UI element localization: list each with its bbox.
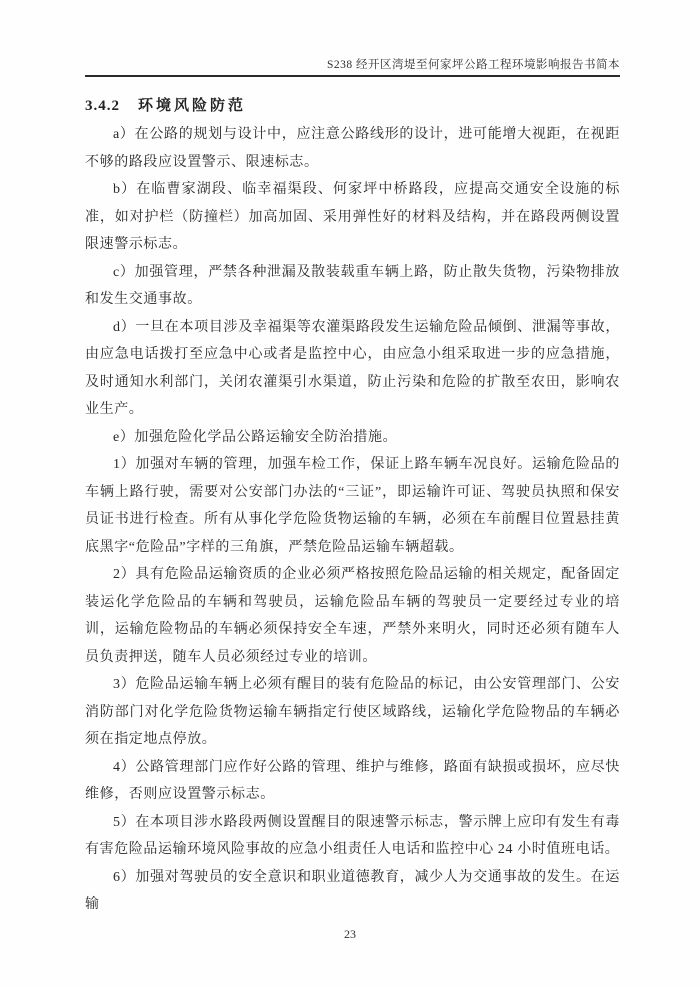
- paragraph-1: 1）加强对车辆的管理，加强车检工作，保证上路车辆车况良好。运输危险品的车辆上路行驶，需要对公安部门办法的“三证”，即运输许可证、驾驶员执照和保安员证书进行检查。所有从事化学危险货物运输的车辆，必须在车前醒目位置悬挂黄底黑字“危险品”字样的三角旗，严禁危险品运输车辆超载。: [85, 457, 620, 555]
- paragraph-5: 5）在本项目涉水路段两侧设置醒目的限速警示标志，警示牌上应印有发生有毒有害危险品运输环境风险事故的应急小组责任人电话和监控中心 24 小时值班电话。: [85, 814, 620, 857]
- section-title: 环境风险防范: [138, 98, 247, 114]
- page-number: 23: [344, 927, 356, 941]
- section-heading: [85, 94, 620, 115]
- body-text: [85, 121, 620, 919]
- paragraph-d: d）一旦在本项目涉及幸福渠等农灌渠路段发生运输危险品倾倒、泄漏等事故，由应急电话拨打至应急中心或者是监控中心，由应急小组采取进一步的应急措施，及时通知水利部门，关闭农灌渠引水渠道，防止污染和危险的扩散至农田，影响农业生产。: [85, 319, 620, 417]
- paragraph-a: a）在公路的规划与设计中，应注意公路线形的设计，进可能增大视距，在视距不够的路段应设置警示、限速标志。: [85, 127, 620, 170]
- paragraph-c: c）加强管理，严禁各种泄漏及散装载重车辆上路，防止散失货物，污染物排放和发生交通事故。: [85, 264, 620, 307]
- paragraph-6: 6）加强对驾驶员的安全意识和职业道德教育，减少人为交通事故的发生。在运输: [85, 869, 620, 912]
- paragraph-4: 4）公路管理部门应作好公路的管理、维护与维修，路面有缺损或损坏，应尽快维修，否则应设置警示标志。: [85, 759, 620, 802]
- paragraph-b: b）在临曹家湖段、临幸福渠段、何家坪中桥路段，应提高交通安全设施的标准，如对护栏（防撞栏）加高加固、采用弹性好的材料及结构，并在路段两侧设置限速警示标志。: [85, 182, 620, 252]
- section-number: 3.4.2: [85, 98, 120, 114]
- page-footer: [0, 927, 700, 942]
- page-header: [85, 56, 620, 77]
- paragraph-2: 2）具有危险品运输资质的企业必须严格按照危险品运输的相关规定，配备固定装运化学危险品的车辆和驾驶员，运输危险品车辆的驾驶员一定要经过专业的培训，运输危险物品的车辆必须保持安全车速，严禁外来明火，同时还必须有随车人员负责押送，随车人员必须经过专业的培训。: [85, 567, 620, 665]
- paragraph-e: e）加强危险化学品公路运输安全防治措施。: [113, 429, 398, 445]
- paragraph-3: 3）危险品运输车辆上必须有醒目的装有危险品的标记，由公安管理部门、公安消防部门对化学危险货物运输车辆指定行使区域路线，运输化学危险物品的车辆必须在指定地点停放。: [85, 677, 620, 747]
- page-content: [85, 56, 620, 919]
- header-title: S238 经开区湾堤至何家坪公路工程环境影响报告书简本: [326, 59, 620, 71]
